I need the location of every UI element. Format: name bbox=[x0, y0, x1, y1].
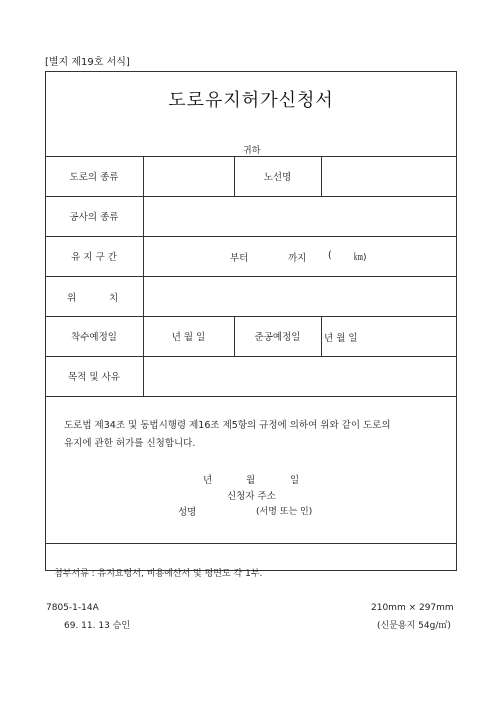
date-month: 월 bbox=[246, 475, 256, 486]
location-label bbox=[45, 276, 143, 316]
form-number: [별지 제19호 서식] bbox=[45, 57, 130, 68]
statement-line-2: 유지에 관한 허가를 신청합니다. bbox=[64, 438, 196, 449]
divider-statement bbox=[45, 543, 457, 544]
divider-row-6 bbox=[45, 396, 457, 397]
addressee: 귀하 bbox=[243, 146, 261, 156]
divider-completion-right bbox=[321, 316, 322, 356]
section-field[interactable] bbox=[143, 236, 457, 276]
start-date-field[interactable]: 년 월 일 bbox=[171, 332, 206, 343]
route-name-field[interactable] bbox=[321, 156, 457, 196]
paper-type: (신문용지 54g/㎡) bbox=[377, 621, 451, 631]
attachments-note: 첨부서류 : 유지요령서, 비용예산서 및 평면도 각 1부. bbox=[54, 569, 263, 579]
completion-date-label: 준공예정일 bbox=[254, 332, 301, 343]
form-title: 도로유지허가신청서 bbox=[168, 90, 334, 111]
date-day: 일 bbox=[290, 475, 300, 486]
applicant-name-label: 성명 bbox=[178, 507, 197, 518]
work-type-field[interactable] bbox=[143, 196, 457, 236]
statement-line-1: 도로법 제34조 및 동법시행령 제16조 제5항의 규정에 의하여 위와 같이 도로의 bbox=[64, 420, 391, 431]
route-name-label: 노선명 bbox=[263, 172, 292, 183]
section-km: ㎞) bbox=[354, 253, 367, 263]
section-to: 까지 bbox=[288, 253, 307, 264]
section-from: 부터 bbox=[230, 253, 249, 264]
work-type-label: 공사의 종류 bbox=[69, 212, 119, 223]
signature-placeholder[interactable]: (서명 또는 인) bbox=[256, 507, 313, 517]
purpose-label: 목적 및 사유 bbox=[68, 372, 120, 383]
approval-date: 69. 11. 13 승인 bbox=[64, 621, 131, 631]
road-type-label: 도로의 종류 bbox=[69, 172, 119, 183]
road-type-field[interactable] bbox=[143, 156, 234, 196]
applicant-address-label: 신청자 주소 bbox=[227, 491, 276, 502]
location-label-second: 치 bbox=[109, 293, 119, 304]
completion-date-field[interactable]: 년 월 일 bbox=[324, 333, 358, 344]
date-year: 년 bbox=[203, 475, 213, 486]
start-date-label: 착수예정일 bbox=[71, 332, 117, 343]
purpose-field[interactable] bbox=[143, 356, 457, 396]
section-km-open: ( bbox=[328, 250, 332, 261]
form-code: 7805-1-14A bbox=[46, 603, 99, 613]
paper-size: 210mm × 297mm bbox=[371, 603, 454, 613]
location-label-first: 위 bbox=[67, 293, 77, 304]
location-field[interactable] bbox=[143, 276, 457, 316]
section-label: 유 지 구 간 bbox=[71, 252, 117, 263]
